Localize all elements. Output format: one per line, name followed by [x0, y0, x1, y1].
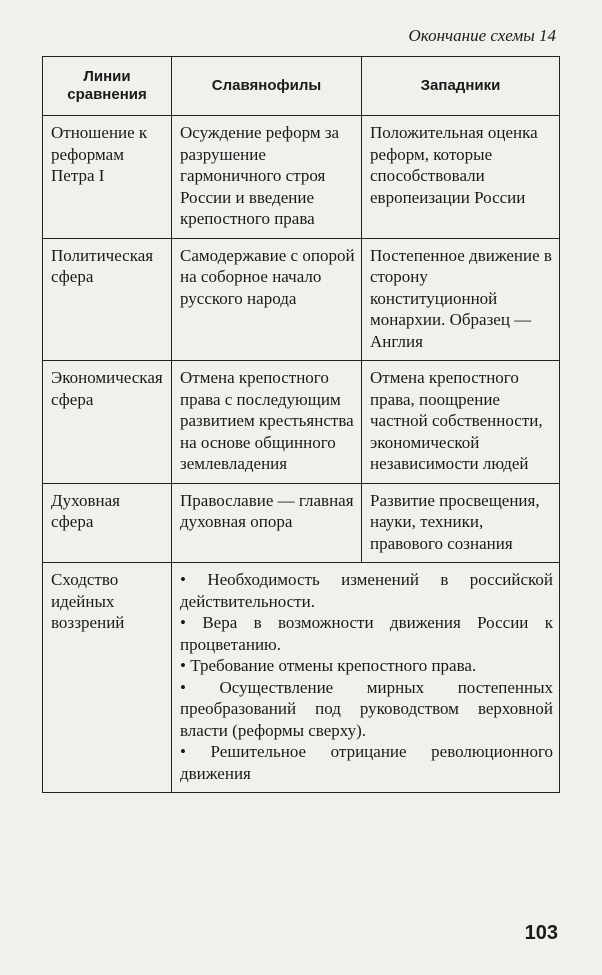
- scheme-caption: Окончание схемы 14: [408, 26, 556, 45]
- list-item: • Решительное отрицание революционного движения: [180, 741, 553, 784]
- westernizers-cell: Отмена крепостного права, поощрение частной собственности, экономической независимости людей: [362, 361, 560, 484]
- row-topic: Политическая сфера: [43, 238, 172, 361]
- table-row: [43, 116, 560, 239]
- row-topic: Экономическая сфера: [43, 361, 172, 484]
- row-topic: Духовная сфера: [43, 483, 172, 563]
- page-number: 103: [524, 922, 558, 944]
- similarity-row: [43, 563, 560, 793]
- slavophiles-cell: Отмена крепостного права с последующим развитием крестьянства на основе общинного землевладения: [172, 361, 362, 484]
- list-item: • Вера в возможности движения России к процветанию.: [180, 612, 553, 655]
- slavophiles-cell: Православие — главная духовная опора: [172, 483, 362, 563]
- westernizers-cell: Положительная оценка реформ, которые способствовали европеизации России: [362, 116, 560, 239]
- table-row: [43, 238, 560, 361]
- comparison-table: [42, 56, 560, 793]
- header-comparison-lines: Линии сравнения: [43, 57, 172, 116]
- table-row: [43, 483, 560, 563]
- row-topic: Сходство идейных воззрений: [43, 563, 172, 793]
- header-westernizers: Западники: [362, 57, 560, 116]
- westernizers-cell: Развитие просвещения, науки, техники, правового сознания: [362, 483, 560, 563]
- list-item: • Требование отмены крепостного права.: [180, 655, 553, 677]
- list-item: • Осуществление мирных постепенных преобразований под руководством верховной власти (реформы сверху).: [180, 677, 553, 742]
- similarity-cell: [172, 563, 560, 793]
- table-row: [43, 361, 560, 484]
- slavophiles-cell: Осуждение реформ за разрушение гармоничного строя России и введение крепостного права: [172, 116, 362, 239]
- row-topic: Отношение к реформам Петра I: [43, 116, 172, 239]
- header-slavophiles: Славянофилы: [172, 57, 362, 116]
- westernizers-cell: Постепенное движение в сторону конституционной монархии. Образец — Англия: [362, 238, 560, 361]
- list-item: • Необходимость изменений в российской действительности.: [180, 569, 553, 612]
- similarity-list: [180, 569, 553, 784]
- table-header-row: [43, 57, 560, 116]
- slavophiles-cell: Самодержавие с опорой на соборное начало русского народа: [172, 238, 362, 361]
